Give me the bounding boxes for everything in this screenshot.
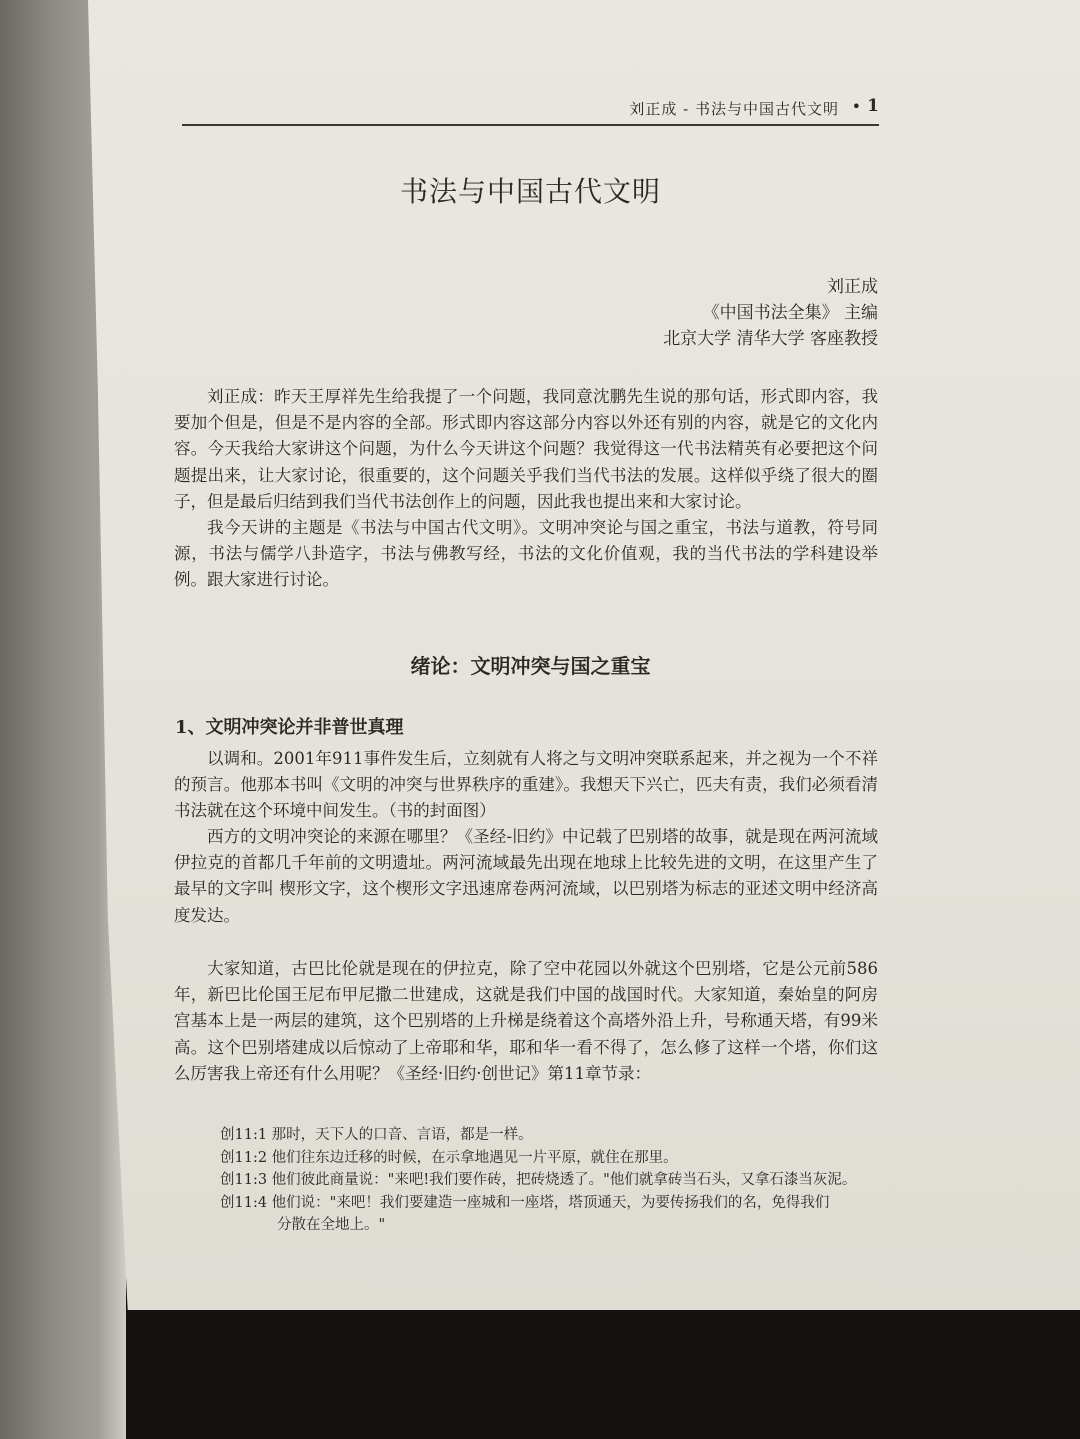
body-paragraph-1: 以调和。2001年911事件发生后，立刻就有人将之与文明冲突联系起来，并之视为一个不祥的预言。他那本书叫《文明的冲突与世界秩序的重建》。我想天下兴亡，匹夫有责，我们必须看清书法就在这个环境中间发生。（书的封面图）	[174, 749, 878, 821]
sub-heading: 1、文明冲突论并非普世真理	[175, 717, 404, 738]
author-affiliation: 北京大学 清华大学 客座教授	[663, 329, 878, 349]
header-bullet: •	[851, 97, 861, 116]
scripture-verse: 创11:3 他们彼此商量说："来吧!我们要作砖，把砖烧透了。"他们就拿砖当石头，又拿石漆当灰泥。	[220, 1172, 857, 1188]
scripture-verse: 创11:2 他们往东边迁移的时候，在示拿地遇见一片平原，就住在那里。	[220, 1149, 678, 1166]
scripture-verse-continuation: 分散在全地上。"	[277, 1217, 386, 1233]
scripture-quote-block	[220, 1124, 857, 1237]
scripture-verse: 创11:4 他们说："来吧！我们要建造一座城和一座塔，塔顶通天，为要传扬我们的名，免得我们	[220, 1194, 830, 1211]
intro-paragraph-1: 刘正成：昨天王厚祥先生给我提了一个问题，我同意沈鹏先生说的那句话，形式即内容，我要加个但是，但是不是内容的全部。形式即内容这部分内容以外还有别的内容，就是它的文化内容。今天我给大家讲这个问题，为什么今天讲这个问题？我觉得这一代书法精英有必要把这个问题提出来，让大家讨论，很重要的，这个问题关乎我们当代书法的发展。这样似乎绕了很大的圈子，但是最后归结到我们当代书法创作上的问题，因此我也提出来和大家讨论。	[174, 387, 878, 511]
page-number: 1	[867, 96, 879, 116]
running-header	[182, 98, 879, 126]
running-title: 刘正成 - 书法与中国古代文明	[629, 100, 839, 118]
article-title: 书法与中国古代文明	[399, 175, 661, 208]
body-paragraph-3: 大家知道，古巴比伦就是现在的伊拉克，除了空中花园以外就这个巴别塔，它是公元前586年，新巴比伦国王尼布甲尼撒二世建成，这就是我们中国的战国时代。大家知道，秦始皇的阿房宫基本上是一两层的建筑，这个巴别塔的上升梯是绕着这个高塔外沿上升，号称通天塔，有99米高。这个巴别塔建成以后惊动了上帝耶和华，耶和华一看不得了，怎么修了这样一个塔，你们这么厉害我上帝还有什么用呢？《圣经·旧约·创世记》第11章节录：	[174, 959, 878, 1083]
author-name: 刘正成	[827, 277, 878, 297]
author-role: 《中国书法全集》 主编	[702, 303, 878, 323]
scripture-verse: 创11:1 那时，天下人的口音、言语，都是一样。	[220, 1127, 533, 1143]
section-heading: 绪论：文明冲突与国之重宝	[410, 654, 651, 678]
intro-paragraph-2: 我今天讲的主题是《书法与中国古代文明》。文明冲突论与国之重宝，书法与道教，符号同源，书法与儒学八卦造字，书法与佛教写经，书法的文化价值观，我的当代书法的学科建设举例。跟大家进行讨论。	[174, 518, 878, 590]
author-block	[663, 274, 878, 352]
body-paragraph-2: 西方的文明冲突论的来源在哪里？《圣经-旧约》中记载了巴别塔的故事，就是现在两河流域伊拉克的首都几千年前的文明遗址。两河流域最先出现在地球上比较先进的文明，在这里产生了最早的文字叫 楔形文字，这个楔形文字迅速席卷两河流域，以巴别塔为标志的亚述文明中经济高度发达。	[174, 827, 878, 925]
